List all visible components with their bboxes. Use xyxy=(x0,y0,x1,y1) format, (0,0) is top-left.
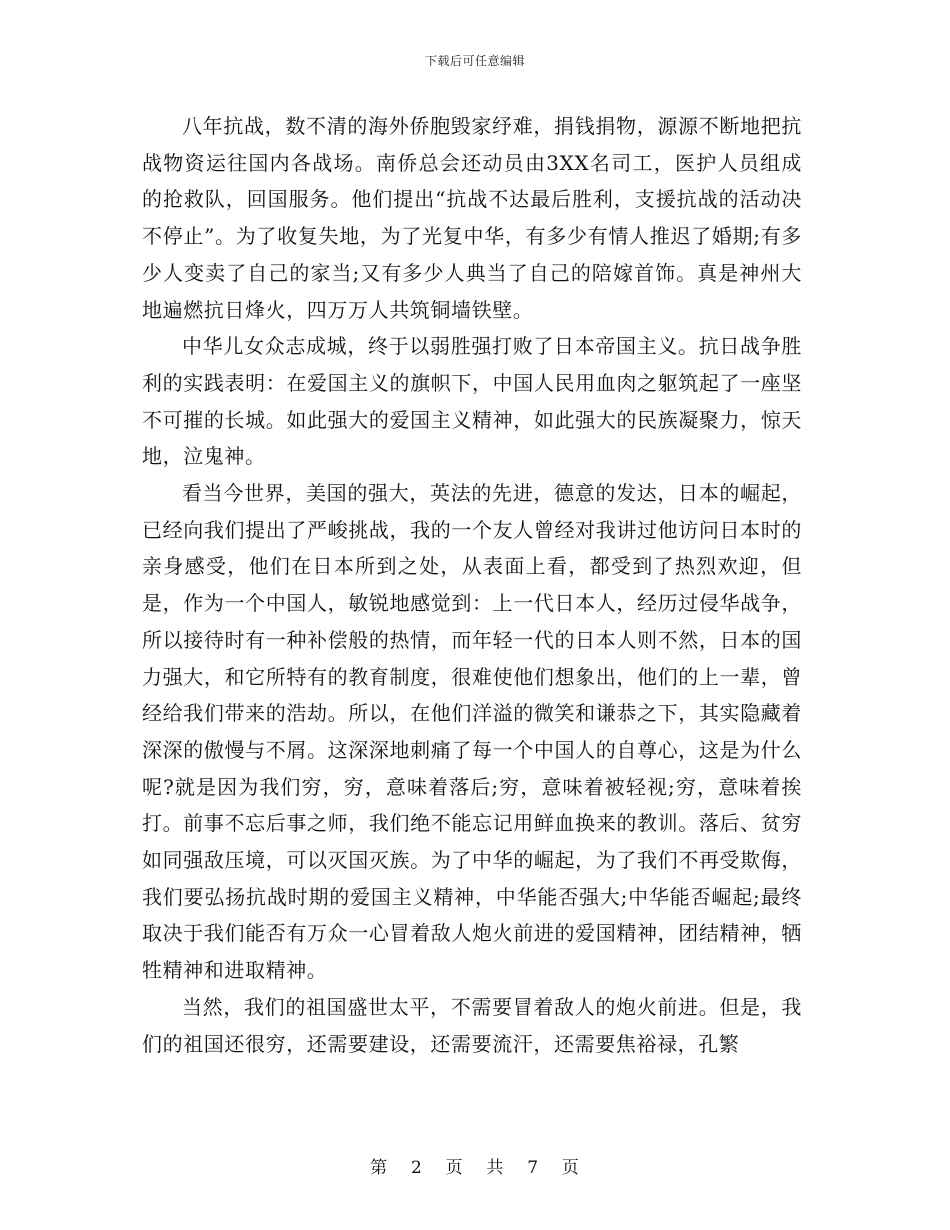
footer-total-word: 共 xyxy=(486,1158,505,1178)
document-body xyxy=(142,108,802,1062)
footer-current-page: 2 xyxy=(410,1158,423,1178)
footer-total-pages: 7 xyxy=(527,1158,540,1178)
footer-suffix: 页 xyxy=(561,1158,580,1178)
paragraph-4: 当然，我们的祖国盛世太平，不需要冒着敌人的炮火前进。但是，我们的祖国还很穷，还需要建设，还需要流汗，还需要焦裕禄，孔繁 xyxy=(142,994,802,1056)
paragraph-3: 看当今世界，美国的强大，英法的先进，德意的发达，日本的崛起，已经向我们提出了严峻挑战，我的一个友人曾经对我讲过他访问日本时的亲身感受，他们在日本所到之处，从表面上看，都受到了热烈欢迎，但是，作为一个中国人，敏锐地感觉到：上一代日本人，经历过侵华战争，所以接待时有一种补偿般的热情，而年轻一代的日本人则不然，日本的国力强大，和它所特有的教育制度，很难使他们想象出，他们的上一辈，曾经给我们带来的浩劫。所以，在他们洋溢的微笑和谦恭之下，其实隐藏着深深的傲慢与不屑。这深深地刺痛了每一个中国人的自尊心，这是为什么呢?就是因为我们穷，穷，意味着落后;穷，意味着被轻视;穷，意味着挨打。前事不忘后事之师，我们绝不能忘记用鲜血换来的教训。落后、贫穷如同强敌压境，可以灭国灭族。为了中华的崛起，为了我们不再受欺侮，我们要弘扬抗战时期的爱国主义精神，中华能否强大;中华能否崛起;最终取决于我们能否有万众一心冒着敌人炮火前进的爱国精神，团结精神，牺牲精神和进取精神。 xyxy=(142,481,802,983)
page-footer xyxy=(0,1153,950,1178)
page-header xyxy=(0,52,950,69)
paragraph-1: 八年抗战，数不清的海外侨胞毁家纾难，捐钱捐物，源源不断地把抗战物资运往国内各战场。南侨总会还动员由3XX名司工，医护人员组成的抢救队，回国服务。他们提出“抗战不达最后胜利，支援抗战的活动决不停止”。为了收复失地，为了光复中华，有多少有情人推迟了婚期;有多少人变卖了自己的家当;又有多少人典当了自己的陪嫁首饰。真是神州大地遍燃抗日烽火，四万万人共筑铜墙铁壁。 xyxy=(142,114,802,322)
footer-prefix: 第 xyxy=(370,1158,389,1178)
paragraph-2: 中华儿女众志成城，终于以弱胜强打败了日本帝国主义。抗日战争胜利的实践表明：在爱国主义的旗帜下，中国人民用血肉之躯筑起了一座坚不可摧的长城。如此强大的爱国主义精神，如此强大的民族凝聚力，惊天地，泣鬼神。 xyxy=(142,334,802,469)
page-header-text: 下载后可任意编辑 xyxy=(424,54,525,68)
footer-page-word: 页 xyxy=(445,1158,464,1178)
